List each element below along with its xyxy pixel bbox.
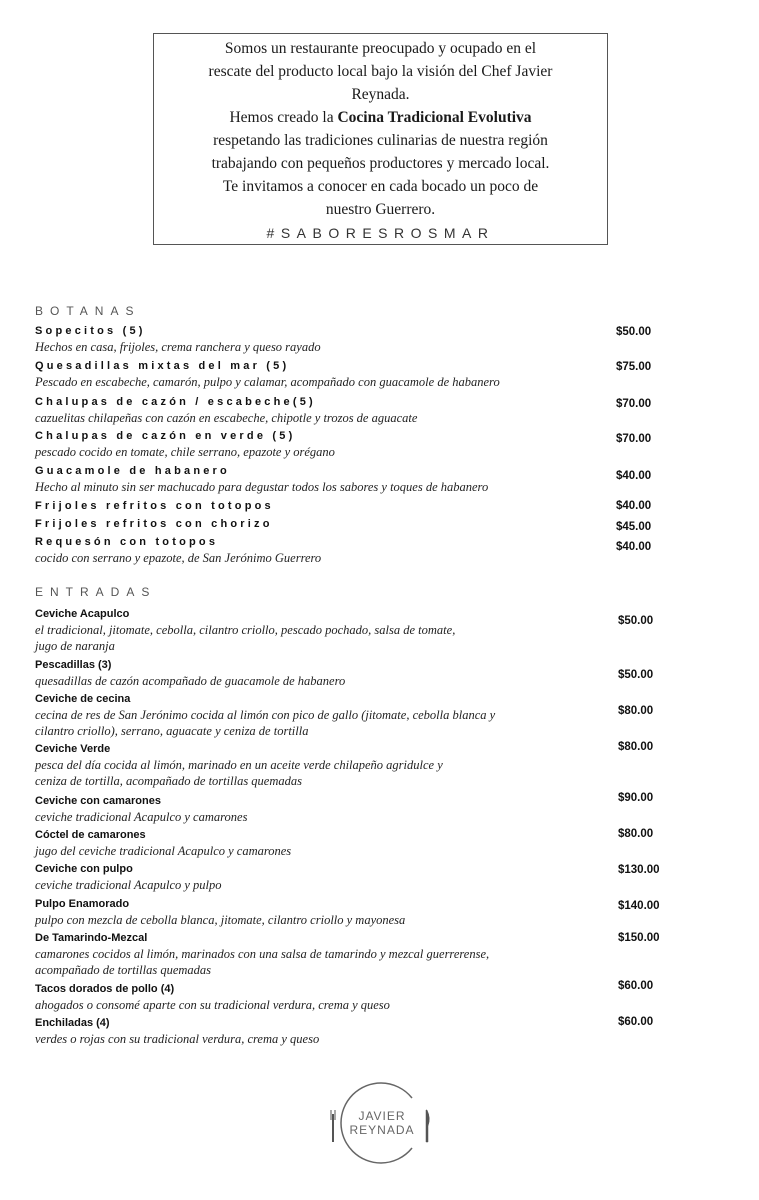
menu-item <box>35 861 655 893</box>
intro-highlight: Cocina Tradicional Evolutiva <box>337 109 532 126</box>
item-description: pesca del día cocida al limón, marinado en un aceite verde chilapeño agridulce y <box>35 758 443 772</box>
item-description: cilantro criollo), serrano, aguacate y ceniza de tortilla <box>35 724 309 738</box>
item-description: ceniza de tortilla, acompañado de tortillas quemadas <box>35 774 302 788</box>
item-name: Enchiladas (4) <box>35 1017 110 1029</box>
item-description: pulpo con mezcla de cebolla blanca, jitomate, cilantro criollo y mayonesa <box>35 913 406 927</box>
menu-item <box>35 793 655 825</box>
item-name: Ceviche de cecina <box>35 693 131 705</box>
item-description: ahogados o consomé aparte con su tradicional verdura, crema y queso <box>35 998 390 1012</box>
item-price: $75.00 <box>616 361 652 373</box>
item-description: verdes o rojas con su tradicional verdura, crema y queso <box>35 1032 320 1046</box>
item-name: Frijoles refritos con chorizo <box>35 518 273 530</box>
item-price: $60.00 <box>618 980 654 992</box>
item-name: Ceviche Acapulco <box>35 608 130 620</box>
menu-item <box>35 534 655 566</box>
item-name: Chalupas de cazón / escabeche(5) <box>35 396 316 408</box>
intro-line: trabajando con pequeños productores y mercado local. <box>211 155 550 172</box>
menu-item <box>35 606 655 654</box>
item-description: camarones cocidos al limón, marinados con una salsa de tamarindo y mezcal guerrerense, <box>35 947 490 961</box>
item-name: Chalupas de cazón en verde (5) <box>35 430 296 442</box>
item-description: pescado cocido en tomate, chile serrano, epazote y orégano <box>35 445 335 459</box>
item-price: $80.00 <box>618 705 654 717</box>
intro-line: Te invitamos a conocer en cada bocado un poco de <box>222 178 539 195</box>
item-name: Guacamole de habanero <box>35 465 230 477</box>
item-price: $140.00 <box>618 900 660 912</box>
item-description: jugo del ceviche tradicional Acapulco y camarones <box>35 844 292 858</box>
item-description: ceviche tradicional Acapulco y pulpo <box>35 878 222 892</box>
item-price: $50.00 <box>616 326 652 338</box>
item-price: $80.00 <box>618 741 654 753</box>
item-name: Ceviche con camarones <box>35 795 161 807</box>
item-description: cazuelitas chilapeñas con cazón en escabeche, chipotle y trozos de aguacate <box>35 411 418 425</box>
item-description: Hecho al minuto sin ser machucado para degustar todos los sabores y toques de habanero <box>35 480 489 494</box>
item-name: Cóctel de camarones <box>35 829 146 841</box>
menu-item <box>35 657 655 689</box>
intro-line: respetando las tradiciones culinarias de nuestra región <box>213 132 548 149</box>
intro-line <box>154 106 607 129</box>
item-price: $70.00 <box>616 398 652 410</box>
item-name: Frijoles refritos con totopos <box>35 500 274 512</box>
item-name: Quesadillas mixtas del mar (5) <box>35 360 290 372</box>
knife-icon <box>426 1110 429 1142</box>
logo-ring-icon <box>381 1083 412 1098</box>
menu-item <box>35 428 655 460</box>
item-description: cecina de res de San Jerónimo cocida al limón con pico de gallo (jitomate, cebolla blanca y <box>35 708 496 722</box>
item-name: Tacos dorados de pollo (4) <box>35 983 175 995</box>
section-title-entradas: ENTRADAS <box>35 585 157 599</box>
item-price: $70.00 <box>616 433 652 445</box>
item-description: jugo de naranja <box>35 639 115 653</box>
intro-line: Reynada. <box>351 86 410 103</box>
item-price: $40.00 <box>616 500 652 512</box>
item-price: $150.00 <box>618 932 660 944</box>
menu-item <box>35 827 655 859</box>
fork-icon <box>331 1110 335 1142</box>
menu-item <box>35 896 655 928</box>
item-description: el tradicional, jitomate, cebolla, cilantro criollo, pescado pochado, salsa de tomate, <box>35 623 456 637</box>
menu-item <box>35 394 655 426</box>
item-name: Pescadillas (3) <box>35 659 112 671</box>
item-price: $50.00 <box>618 669 654 681</box>
menu-item <box>35 741 655 789</box>
item-description: acompañado de tortillas quemadas <box>35 963 212 977</box>
menu-item <box>35 516 655 532</box>
logo-ring-icon <box>381 1148 412 1163</box>
item-name: De Tamarindo-Mezcal <box>35 932 148 944</box>
item-price: $130.00 <box>618 864 660 876</box>
menu-item <box>35 498 655 514</box>
logo-text: JAVIER <box>358 1109 406 1123</box>
item-name: Sopecitos (5) <box>35 325 146 337</box>
menu-item <box>35 691 655 739</box>
logo-text: REYNADA <box>349 1123 415 1137</box>
item-description: Pescado en escabeche, camarón, pulpo y calamar, acompañado con guacamole de habanero <box>35 375 500 389</box>
item-price: $80.00 <box>618 828 654 840</box>
item-price: $40.00 <box>616 541 652 553</box>
menu-item <box>35 1015 655 1047</box>
item-price: $90.00 <box>618 792 654 804</box>
intro-text: Hemos creado la <box>229 109 338 126</box>
intro-box <box>153 33 608 245</box>
item-name: Requesón con totopos <box>35 536 219 548</box>
item-description: cocido con serrano y epazote, de San Jerónimo Guerrero <box>35 551 322 565</box>
item-price: $40.00 <box>616 470 652 482</box>
intro-hashtag: #SABORESROSMAR <box>266 225 495 241</box>
menu-item <box>35 463 655 495</box>
menu-item <box>35 358 655 390</box>
item-name: Pulpo Enamorado <box>35 898 130 910</box>
item-description: quesadillas de cazón acompañado de guacamole de habanero <box>35 674 346 688</box>
item-description: ceviche tradicional Acapulco y camarones <box>35 810 248 824</box>
item-price: $60.00 <box>618 1016 654 1028</box>
item-price: $50.00 <box>618 615 654 627</box>
intro-line: rescate del producto local bajo la visión del Chef Javier <box>208 63 553 80</box>
item-description: Hechos en casa, frijoles, crema ranchera y queso rayado <box>35 340 321 354</box>
item-name: Ceviche con pulpo <box>35 863 133 875</box>
intro-line: nuestro Guerrero. <box>325 201 436 218</box>
restaurant-logo <box>328 1080 434 1166</box>
item-price: $45.00 <box>616 521 652 533</box>
menu-item <box>35 981 655 1013</box>
section-title-botanas: BOTANAS <box>35 304 141 318</box>
menu-item <box>35 930 655 978</box>
intro-line: Somos un restaurante preocupado y ocupado en el <box>224 40 537 57</box>
menu-item <box>35 323 655 355</box>
item-name: Ceviche Verde <box>35 743 111 755</box>
